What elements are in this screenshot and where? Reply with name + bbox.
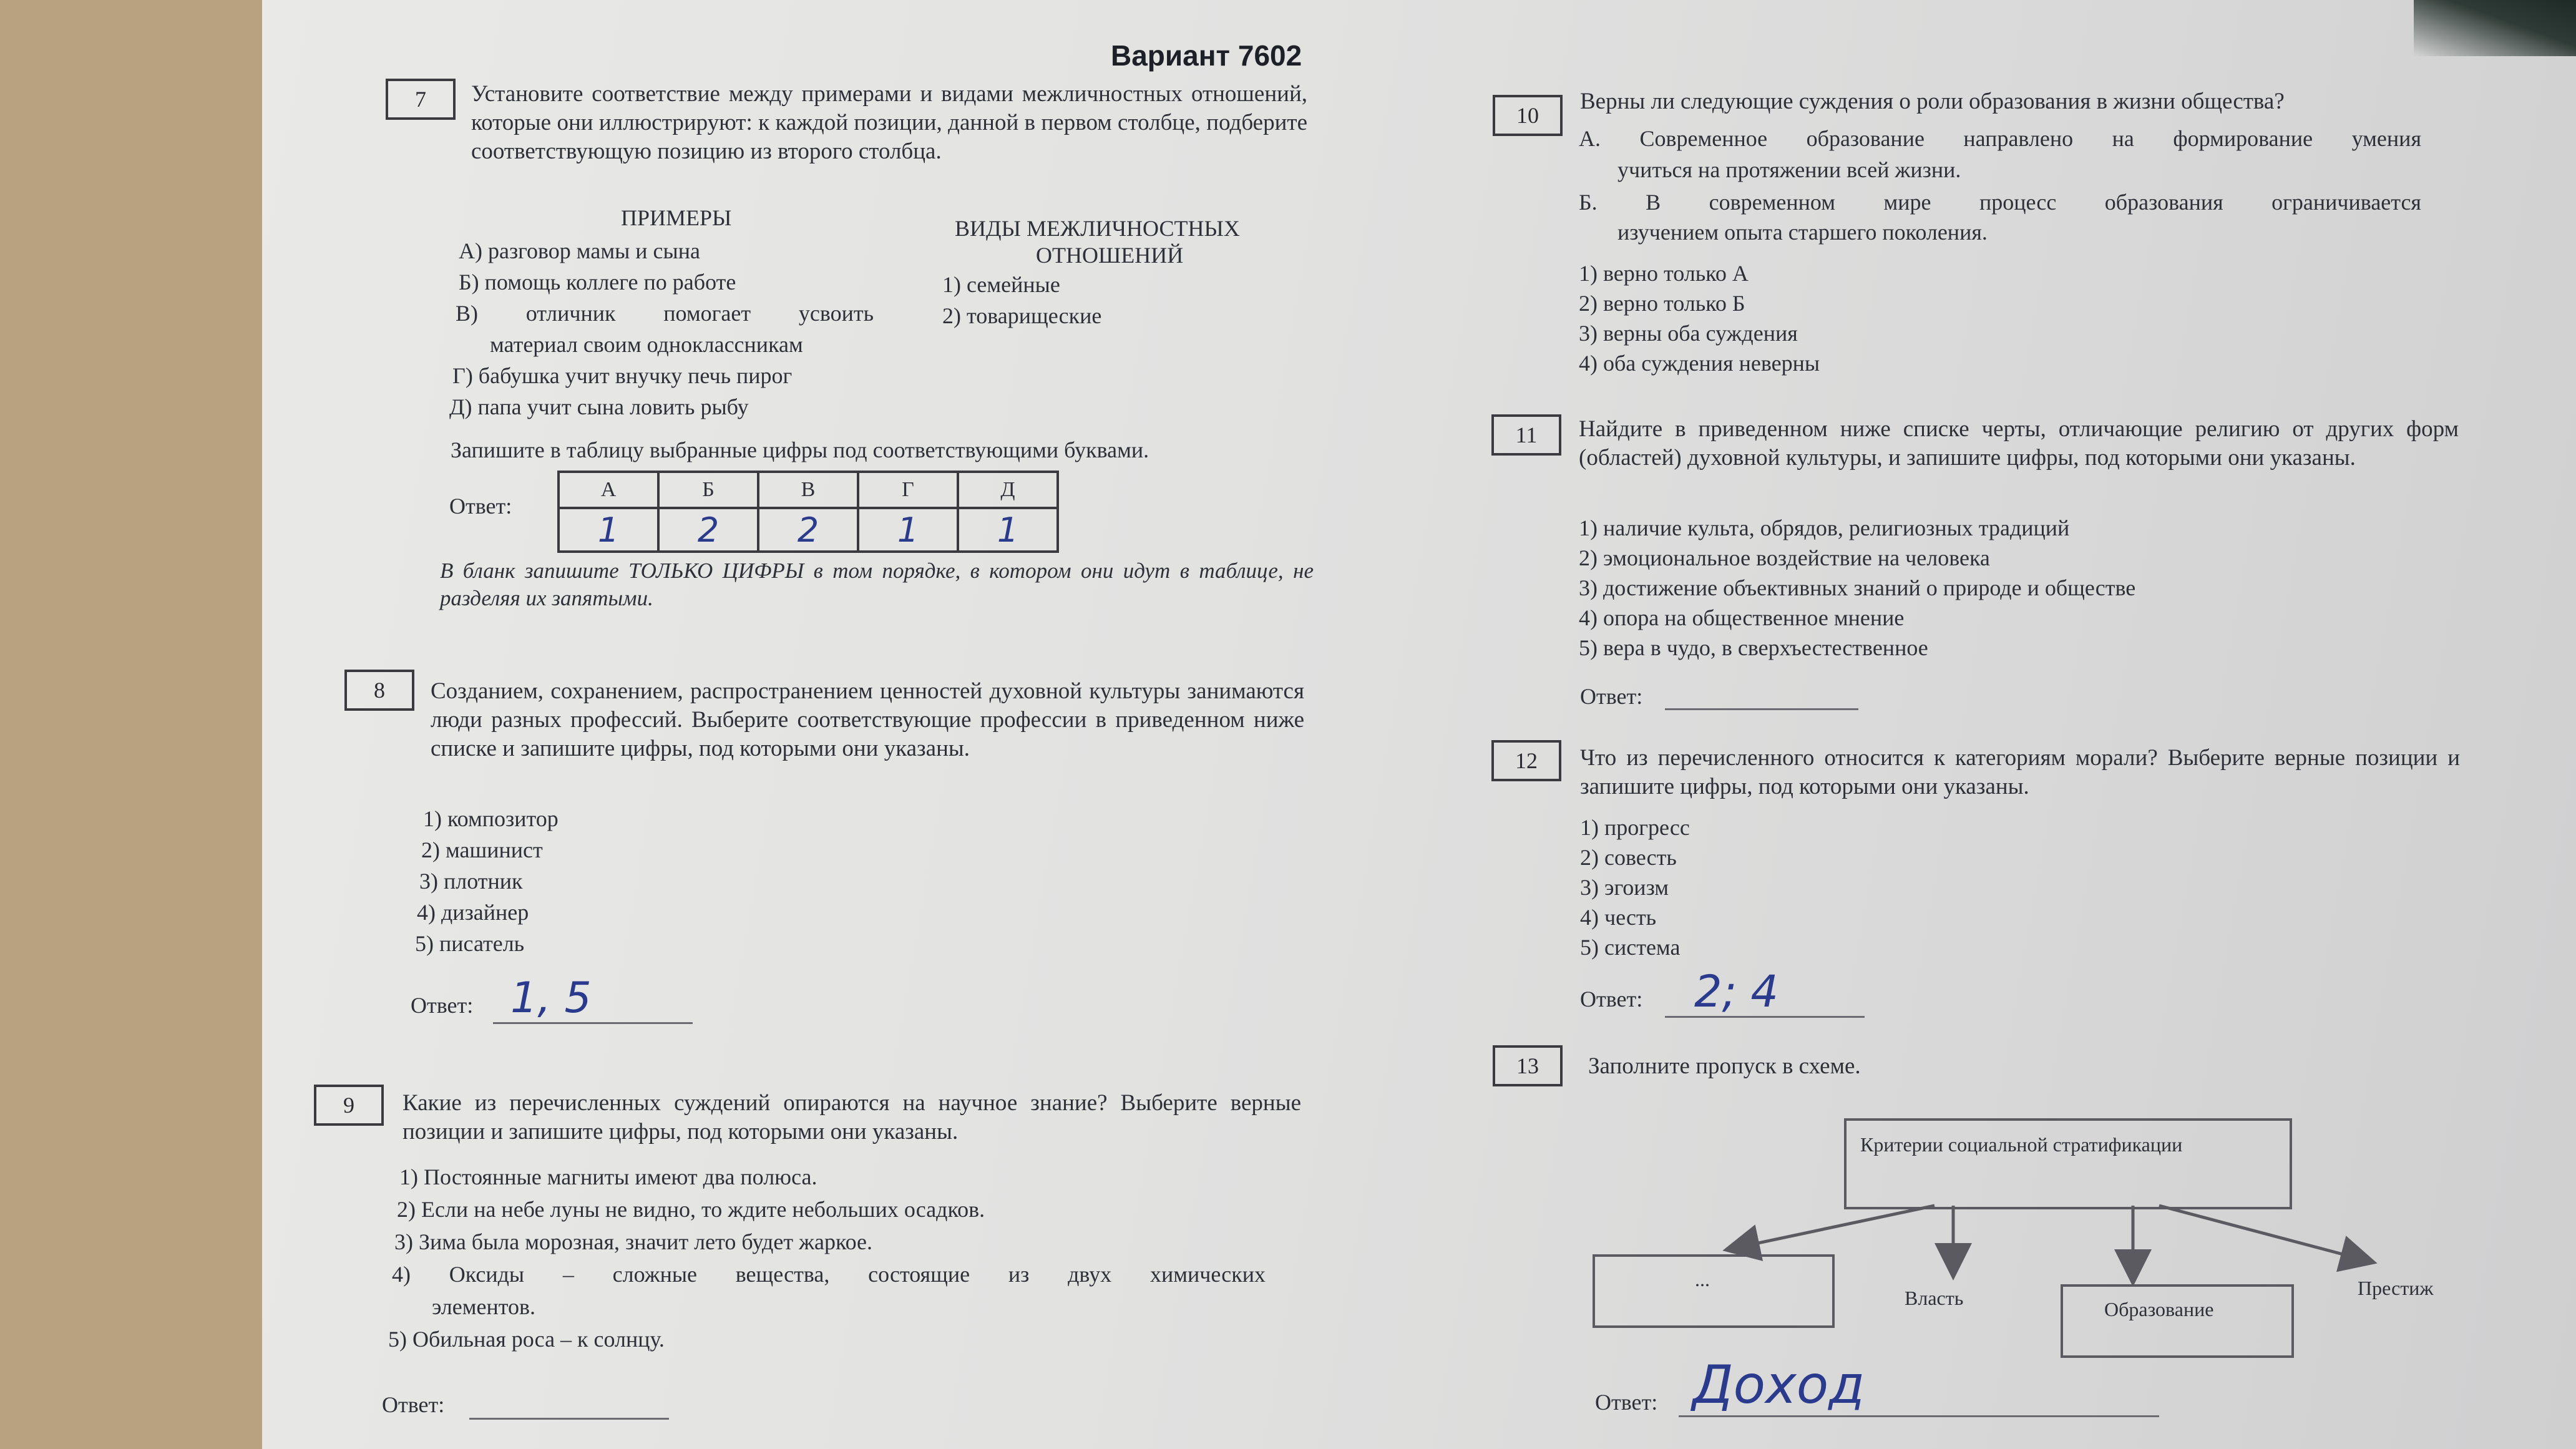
q9-item-4-cont: элементов. — [432, 1294, 536, 1319]
q12-item-2: 2) совесть — [1580, 845, 1677, 870]
scheme-node-prestige: Престиж — [2358, 1277, 2434, 1299]
q12-item-3: 3) эгоизм — [1580, 875, 1669, 900]
scheme-blank-box[interactable] — [1593, 1254, 1835, 1328]
q10-statement-a: А. Современное образование направлено на формирование умения — [1579, 126, 2421, 151]
q9-text: Какие из перечисленных суждений опираются на научное знание? Выберите верные позиции и запишите цифры, под которыми они указаны. — [402, 1090, 1301, 1144]
q7-instruction: Запишите в таблицу выбранные цифры под соответствующими буквами. — [451, 437, 1149, 462]
q8-item-1: 1) композитор — [423, 806, 559, 831]
q12-answer-label: Ответ: — [1580, 987, 1643, 1012]
q11-number: 11 — [1491, 414, 1561, 456]
q7-example-a: А) разговор мамы и сына — [459, 238, 700, 263]
q7-answer-e[interactable]: 1 — [958, 508, 1058, 552]
q8-number: 8 — [344, 670, 414, 711]
q9-item-5: 5) Обильная роса – к солнцу. — [388, 1327, 665, 1352]
q12-item-5: 5) система — [1580, 935, 1681, 960]
q11-item-2: 2) эмоциональное воздействие на человека — [1579, 545, 1990, 570]
q12-text: Что из перечисленного относится к категориям морали? Выберите верные позиции и запишите цифры, под которыми они указаны. — [1580, 745, 2460, 799]
q12-item-1: 1) прогресс — [1580, 815, 1690, 840]
q11-text: Найдите в приведенном ниже списке черты, отличающие религию от других форм (областей) духовной культуры, и запишите цифры, под которыми они указаны. — [1579, 416, 2459, 471]
q7-type-1: 1) семейные — [942, 272, 1060, 297]
q13-answer-line — [1679, 1415, 2159, 1417]
q7-col-c: В — [758, 472, 858, 508]
q7-answer-d[interactable]: 1 — [858, 508, 958, 552]
q8-answer-label: Ответ: — [411, 993, 474, 1018]
q10-option-3: 3) верны оба суждения — [1579, 321, 1798, 346]
q7-col2-header-2: ОТНОШЕНИЙ — [1036, 243, 1184, 268]
q7-example-c-cont: материал своим одноклассникам — [490, 332, 803, 357]
q11-item-4: 4) опора на общественное мнение — [1579, 605, 1905, 630]
q9-answer-label: Ответ: — [382, 1392, 445, 1417]
q7-col-a: А — [559, 472, 658, 508]
q10-number: 10 — [1493, 95, 1563, 136]
q13-text: Заполните пропуск в схеме. — [1588, 1053, 1861, 1079]
q9-item-2: 2) Если на небе луны не видно, то ждите небольших осадков. — [397, 1197, 985, 1222]
variant-title: Вариант 7602 — [1111, 39, 1302, 72]
q8-answer[interactable]: 1, 5 — [510, 973, 592, 1023]
scheme-root-label: Критерии социальной стратификации — [1860, 1133, 2183, 1156]
q7-col-e: Д — [958, 472, 1058, 508]
scheme-node-power: Власть — [1905, 1287, 1964, 1309]
q7-example-c: В) отличник помогает усвоить — [456, 301, 874, 326]
q7-example-e: Д) папа учит сына ловить рыбу — [449, 394, 749, 419]
q11-item-5: 5) вера в чудо, в сверхъестественное — [1579, 635, 1928, 660]
scheme-blank-label: ... — [1695, 1268, 1710, 1290]
q7-col1-header: ПРИМЕРЫ — [621, 205, 732, 230]
q9-item-4: 4) Оксиды – сложные вещества, состоящие из двух химических — [392, 1262, 1266, 1287]
q7-answer-c[interactable]: 2 — [758, 508, 858, 552]
q8-item-4: 4) дизайнер — [417, 900, 529, 925]
q10-statement-b: Б. В современном мире процесс образования ограничивается — [1579, 190, 2421, 215]
q7-type-2: 2) товарищеские — [942, 303, 1102, 328]
q11-item-3: 3) достижение объективных знаний о природе и обществе — [1579, 575, 2136, 600]
q7-col-b: Б — [658, 472, 758, 508]
q7-number: 7 — [386, 79, 456, 120]
q7-note: В бланк запишите ТОЛЬКО ЦИФРЫ в том порядке, в котором они идут в таблице, не разделяя их запятыми. — [440, 559, 1314, 610]
scheme-node-education: Образование — [2104, 1298, 2214, 1320]
q10-statement-a-cont: учиться на протяжении всей жизни. — [1617, 157, 1961, 182]
q12-number: 12 — [1491, 740, 1561, 781]
q10-option-1: 1) верно только А — [1579, 261, 1749, 286]
q8-text: Созданием, сохранением, распространением ценностей духовной культуры занимаются люди разных профессий. Выберите соответствующие профессии в приведенном ниже списке и запишите цифры, под которыми они указаны. — [431, 678, 1304, 761]
q10-option-2: 2) верно только Б — [1579, 291, 1745, 316]
q7-answer-b[interactable]: 2 — [658, 508, 758, 552]
q7-answer-label: Ответ: — [449, 494, 512, 519]
q10-text: Верны ли следующие суждения о роли образования в жизни общества? — [1580, 89, 2285, 114]
q12-item-4: 4) честь — [1580, 905, 1657, 930]
scheme-education-box — [2061, 1284, 2294, 1358]
q7-col2-header: ВИДЫ МЕЖЛИЧНОСТНЫХ — [955, 216, 1240, 241]
q10-statement-b-cont: изучением опыта старшего поколения. — [1617, 220, 1988, 245]
q8-item-2: 2) машинист — [421, 837, 543, 862]
q11-answer-label: Ответ: — [1580, 684, 1643, 709]
q8-item-5: 5) писатель — [415, 931, 525, 956]
q7-col-d: Г — [858, 472, 958, 508]
q8-item-3: 3) плотник — [419, 869, 523, 894]
q9-item-3: 3) Зима была морозная, значит лето будет жаркое. — [394, 1229, 873, 1254]
q7-answer-a[interactable]: 1 — [559, 508, 658, 552]
q12-answer[interactable]: 2; 4 — [1694, 966, 1778, 1017]
q13-answer[interactable]: Доход — [1692, 1354, 1865, 1415]
q13-answer-label: Ответ: — [1595, 1390, 1658, 1415]
scheme-root-box — [1844, 1118, 2292, 1209]
q7-text: Установите соответствие между примерами и видами межличностных отношений, которые они иллюстрируют: к каждой позиции, данной в первом столбце, подберите соответствующую позицию из второго столбца. — [471, 81, 1307, 164]
q11-item-1: 1) наличие культа, обрядов, религиозных традиций — [1579, 515, 2070, 540]
q10-option-4: 4) оба суждения неверны — [1579, 351, 1820, 376]
q13-number: 13 — [1493, 1045, 1563, 1086]
q9-number: 9 — [314, 1085, 384, 1126]
q7-example-b: Б) помощь коллеге по работе — [459, 270, 736, 295]
q9-item-1: 1) Постоянные магниты имеют два полюса. — [399, 1164, 817, 1189]
q7-example-d: Г) бабушка учит внучку печь пирог — [452, 363, 793, 388]
